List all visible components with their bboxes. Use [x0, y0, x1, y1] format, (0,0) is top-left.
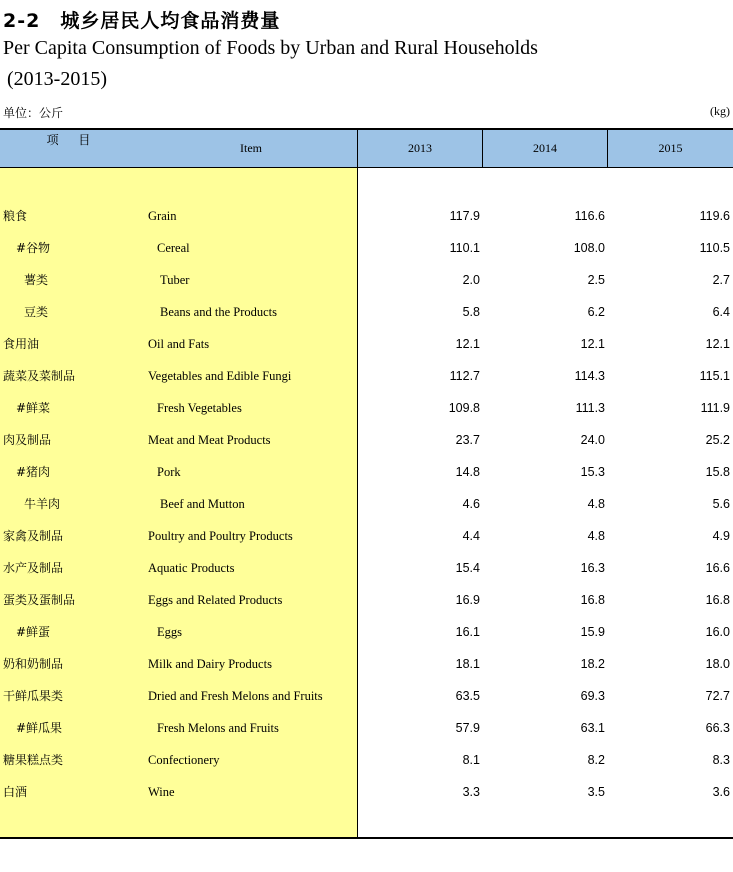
- table-row: [0, 654, 733, 686]
- value-2013: 15.4: [455, 561, 480, 575]
- value-2014: 108.0: [573, 241, 605, 255]
- table-row: [0, 622, 733, 654]
- value-2013: 12.1: [455, 337, 480, 351]
- value-2015: 16.6: [705, 561, 730, 575]
- value-2014: 3.5: [587, 785, 605, 799]
- table-row: [0, 334, 733, 366]
- row-label-chinese: 蛋类及蛋制品: [3, 593, 76, 607]
- row-label-english: Fresh Vegetables: [157, 401, 242, 415]
- value-2014: 111.3: [575, 401, 605, 415]
- row-label-chinese: 糖果糕点类: [3, 753, 64, 767]
- row-label-chinese: 水产及制品: [3, 561, 64, 575]
- value-2013: 2.0: [462, 273, 480, 287]
- value-2013: 5.8: [462, 305, 480, 319]
- row-label-english: Vegetables and Edible Fungi: [148, 369, 292, 383]
- row-label-chinese: #鲜菜: [16, 401, 51, 415]
- row-label-english: Tuber: [160, 273, 190, 287]
- row-label-english: Beef and Mutton: [160, 497, 245, 511]
- value-2015: 111.9: [700, 401, 730, 415]
- table-title-english: Per Capita Consumption of Foods by Urban and Rural Households: [3, 37, 538, 59]
- row-label-english: Meat and Meat Products: [148, 433, 271, 447]
- value-2013: 23.7: [455, 433, 480, 447]
- value-2015: 119.6: [699, 209, 730, 223]
- header-divider: [357, 130, 358, 167]
- table-bottom-rule: [0, 837, 733, 839]
- value-2015: 8.3: [712, 753, 730, 767]
- table-title-years: (2013-2015): [7, 68, 107, 90]
- value-2013: 16.9: [455, 593, 480, 607]
- header-year-2015: 2015: [658, 141, 683, 155]
- row-label-chinese: 家禽及制品: [3, 529, 64, 543]
- row-label-chinese: 粮食: [3, 209, 28, 223]
- value-2015: 16.8: [705, 593, 730, 607]
- row-label-english: Beans and the Products: [160, 305, 277, 319]
- table-row: [0, 398, 733, 430]
- row-label-chinese: #鲜瓜果: [16, 721, 63, 735]
- value-2015: 12.1: [705, 337, 730, 351]
- row-label-english: Grain: [148, 209, 177, 223]
- value-2014: 8.2: [587, 753, 605, 767]
- value-2015: 72.7: [705, 689, 730, 703]
- value-2013: 18.1: [455, 657, 480, 671]
- value-2014: 4.8: [587, 497, 605, 511]
- row-label-chinese: 薯类: [24, 273, 49, 287]
- value-2014: 4.8: [587, 529, 605, 543]
- value-2015: 66.3: [705, 721, 730, 735]
- table-header: [0, 130, 733, 168]
- value-2013: 16.1: [455, 625, 480, 639]
- value-2015: 16.0: [705, 625, 730, 639]
- row-label-english: Wine: [148, 785, 175, 799]
- value-2014: 15.9: [580, 625, 605, 639]
- row-label-chinese: 干鲜瓜果类: [3, 689, 64, 703]
- table-row: [0, 462, 733, 494]
- row-label-chinese: 食用油: [3, 337, 40, 351]
- value-2013: 14.8: [455, 465, 480, 479]
- consumption-table: [0, 128, 733, 840]
- value-2013: 109.8: [448, 401, 480, 415]
- unit-label-english: (kg): [710, 104, 730, 118]
- row-label-english: Eggs and Related Products: [148, 593, 283, 607]
- value-2013: 57.9: [455, 721, 480, 735]
- value-2014: 18.2: [580, 657, 605, 671]
- value-2013: 4.4: [462, 529, 480, 543]
- header-item-english: Item: [240, 141, 262, 155]
- row-label-chinese: #猪肉: [16, 465, 51, 479]
- header-divider: [482, 130, 483, 167]
- row-label-english: Eggs: [157, 625, 182, 639]
- header-item-chinese: 项 目: [46, 133, 99, 147]
- value-2014: 12.1: [580, 337, 605, 351]
- value-2014: 116.6: [574, 209, 605, 223]
- row-label-chinese: 蔬菜及菜制品: [3, 369, 76, 383]
- value-2015: 6.4: [712, 305, 730, 319]
- header-divider: [607, 130, 608, 167]
- header-year-2013: 2013: [408, 141, 432, 155]
- table-row: [0, 526, 733, 558]
- value-2014: 63.1: [580, 721, 605, 735]
- table-row: [0, 494, 733, 526]
- table-row: [0, 750, 733, 782]
- row-label-chinese: #鲜蛋: [16, 625, 51, 639]
- value-2014: 24.0: [580, 433, 605, 447]
- table-row: [0, 430, 733, 462]
- value-2015: 110.5: [699, 241, 730, 255]
- table-row: [0, 782, 733, 814]
- value-2014: 69.3: [580, 689, 605, 703]
- row-label-english: Confectionery: [148, 753, 220, 767]
- value-2014: 16.3: [580, 561, 605, 575]
- value-2015: 5.6: [712, 497, 730, 511]
- value-2014: 16.8: [580, 593, 605, 607]
- row-label-chinese: 牛羊肉: [24, 497, 61, 511]
- row-label-english: Oil and Fats: [148, 337, 210, 351]
- table-row: [0, 206, 733, 238]
- value-2013: 112.7: [449, 369, 480, 383]
- value-2015: 2.7: [712, 273, 730, 287]
- row-label-english: Aquatic Products: [148, 561, 235, 575]
- unit-label-chinese: 单位：公斤: [3, 106, 64, 120]
- value-2015: 115.1: [699, 369, 730, 383]
- row-label-english: Cereal: [157, 241, 190, 255]
- value-2013: 8.1: [462, 753, 480, 767]
- header-year-2014: 2014: [533, 141, 557, 155]
- value-2013: 110.1: [449, 241, 480, 255]
- value-2014: 6.2: [587, 305, 605, 319]
- value-2013: 4.6: [462, 497, 480, 511]
- row-label-chinese: #谷物: [16, 241, 51, 255]
- row-label-chinese: 奶和奶制品: [3, 657, 64, 671]
- table-row: [0, 238, 733, 270]
- value-2014: 2.5: [587, 273, 605, 287]
- table-row: [0, 686, 733, 718]
- row-label-english: Milk and Dairy Products: [148, 657, 272, 671]
- table-row: [0, 366, 733, 398]
- value-2013: 117.9: [449, 209, 480, 223]
- value-2015: 15.8: [705, 465, 730, 479]
- value-2014: 114.3: [574, 369, 605, 383]
- value-2015: 18.0: [705, 657, 730, 671]
- value-2014: 15.3: [580, 465, 605, 479]
- table-row: [0, 270, 733, 302]
- row-label-chinese: 白酒: [3, 785, 28, 799]
- table-row: [0, 590, 733, 622]
- table-row: [0, 718, 733, 750]
- row-label-english: Dried and Fresh Melons and Fruits: [148, 689, 323, 703]
- value-2013: 63.5: [455, 689, 480, 703]
- row-label-english: Fresh Melons and Fruits: [157, 721, 279, 735]
- value-2013: 3.3: [462, 785, 480, 799]
- value-2015: 4.9: [712, 529, 730, 543]
- row-label-chinese: 豆类: [24, 305, 49, 319]
- table-row: [0, 302, 733, 334]
- table-row: [0, 558, 733, 590]
- table-title-chinese: 2-2 城乡居民人均食品消费量: [3, 10, 281, 32]
- value-2015: 25.2: [705, 433, 730, 447]
- row-label-english: Poultry and Poultry Products: [148, 529, 293, 543]
- row-label-english: Pork: [157, 465, 181, 479]
- row-label-chinese: 肉及制品: [3, 433, 52, 447]
- value-2015: 3.6: [712, 785, 730, 799]
